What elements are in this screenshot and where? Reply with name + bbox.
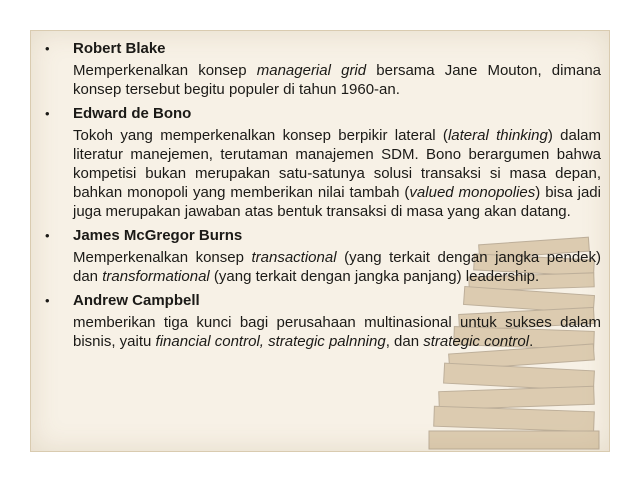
italic-term: transformational bbox=[102, 268, 210, 285]
description-text: (yang terkait dengan jangka panjang) leadership. bbox=[209, 268, 540, 285]
list-item bbox=[43, 226, 601, 286]
description-text: , dan bbox=[385, 333, 424, 350]
italic-term: strategic control bbox=[423, 333, 530, 350]
description-text: bersama Jane Mouton, dimana konsep tersebut begitu populer di tahun 1960-an. bbox=[73, 62, 601, 98]
list-item bbox=[43, 39, 601, 99]
description-text: . bbox=[529, 333, 534, 350]
list-item bbox=[43, 291, 601, 351]
person-description bbox=[73, 313, 601, 351]
person-name: James McGregor Burns bbox=[73, 227, 243, 244]
description-text: Tokoh yang memperkenalkan konsep berpikir lateral ( bbox=[73, 127, 448, 144]
italic-term: financial control, strategic palnning bbox=[155, 333, 386, 350]
person-name: Andrew Campbell bbox=[73, 292, 200, 309]
description-text: (yang terkait dengan jangka pendek) dan bbox=[73, 249, 602, 285]
description-text: memberikan tiga kunci bagi perusahaan multinasional untuk sukses dalam bisnis, yaitu bbox=[73, 314, 601, 350]
person-description bbox=[73, 126, 601, 221]
list-item bbox=[43, 104, 601, 221]
bullet-icon: • bbox=[45, 293, 50, 308]
description-text: Memperkenalkan konsep bbox=[73, 62, 257, 79]
description-text: Memperkenalkan konsep bbox=[73, 249, 252, 266]
slide bbox=[30, 30, 610, 452]
bullet-icon: • bbox=[45, 106, 50, 121]
italic-term: managerial grid bbox=[256, 62, 367, 79]
person-description bbox=[73, 61, 601, 99]
speaker-list bbox=[43, 39, 601, 356]
italic-term: valued monopolies bbox=[409, 184, 536, 201]
person-name: Robert Blake bbox=[73, 40, 166, 57]
italic-term: transactional bbox=[251, 249, 337, 266]
person-name: Edward de Bono bbox=[73, 105, 192, 122]
person-description bbox=[73, 248, 601, 286]
bullet-icon: • bbox=[45, 41, 50, 56]
bullet-icon: • bbox=[45, 228, 50, 243]
description-text: ) bisa jadi juga merupakan jawaban atas bentuk transaksi di masa yang akan datang. bbox=[73, 184, 601, 220]
italic-term: lateral thinking bbox=[447, 127, 548, 144]
description-text: ) dalam literatur manejemen, terutaman manajemen SDM. Bono berargumen bahwa kompetisi bukan merupakan satu-satunya solusi transaksi si masa depan, bahkan monopoli yang memberikan nilai tambah ( bbox=[73, 127, 601, 201]
